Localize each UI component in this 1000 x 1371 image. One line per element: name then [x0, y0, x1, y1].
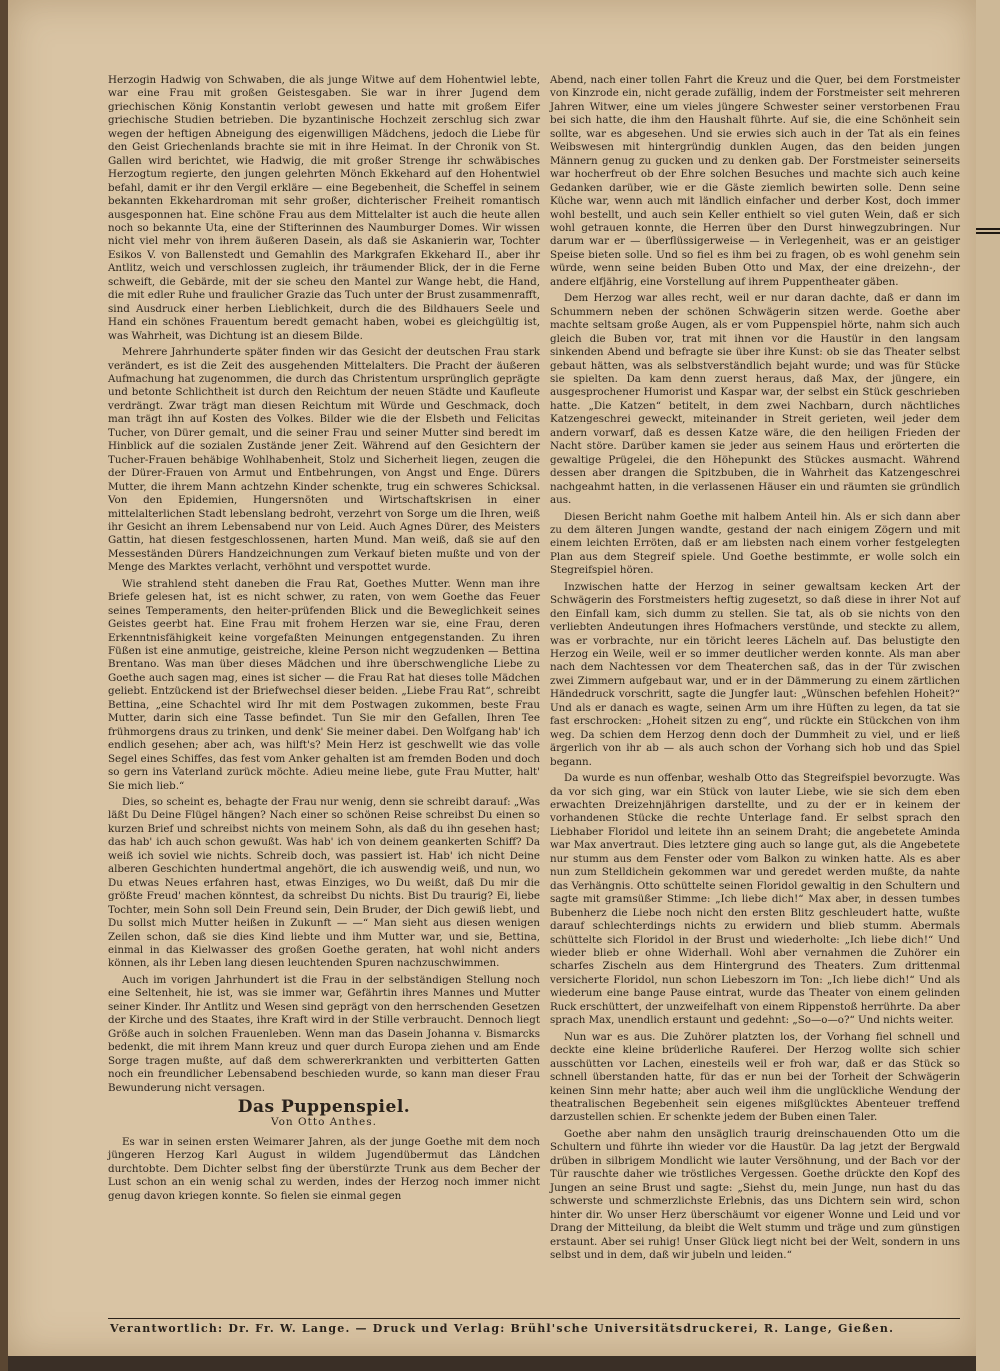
left-column [108, 74, 540, 1206]
story-title: Das Puppenspiel. [237, 1096, 411, 1117]
right-column [550, 74, 960, 1265]
adjacent-page-rule [976, 228, 1000, 230]
story-paragraph: Da wurde es nun offenbar, weshalb Otto das Stegreifspiel bevorzugte. Was da vor sich ging, war ein Stück von lauter Liebe, wie sie sich dem eben erwachten Dreizehnjährigen darstellte, und zu der er in keinem der vorhandenen Stücke die rechte Unterlage fand. Er selbst sprach den Liebhaber Floridol und leitete ihn an seinem Draht; die angebetete Aminda war Max anvertraut. Dies letztere ging auch so lange gut, als die Angebetete nur stumm aus dem Fenster oder vom Balkon zu winken hatte. Als es aber nun zum Stelldichein gekommen war und geredet werden mußte, da nahte das Verhängnis. Otto schüttelte seinen Floridol gewaltig in den Schultern und sagte mit gramsüßer Stimme: „Ich liebe dich!“ Max aber, in dessen tumbes Bubenherz die Liebe noch nicht den ersten Blitz geschleudert hatte, wußte darauf schlechterdings nichts zu erwidern und blieb stumm. Abermals schüttelte sich Floridol in der Brust und wiederholte: „Ich liebe dich!“ Und wieder blieb er ohne Widerhall. Wohl aber vernahmen die Zuhörer ein scharfes Zischeln aus dem Hintergrund des Theaters. Zum drittenmal versicherte Floridol, nun schon Liebeszorn im Ton: „Ich liebe dich!“ Und als wiederum eine bange Pause eintrat, wurde das Theater von einem gelinden Ruck erschüttert, der unzweifelhaft von einem Rippenstoß herrührte. Da aber sprach Max, unendlich erstaunt und gedehnt: „So—o—o?“ Und nichts weiter. [550, 772, 960, 1027]
adjacent-page-rule [976, 232, 1000, 234]
article-paragraph: Mehrere Jahrhunderte später finden wir das Gesicht der deutschen Frau stark verändert, es ist die Zeit des ausgehenden Mittelalters. Die Pracht der äußeren Aufmachung hat zugenommen, die durch das Christentum ursprünglich geprägte und betonte Schlichtheit ist durch den Reichtum der neuen Städte und Kaufleute verdrängt. Zwar trägt man diesen Reichtum mit Würde und Geschmack, doch man trägt ihn auf Kosten des Volkes. Bilder wie die der Elsbeth und Felicitas Tucher, von Dürer gemalt, und die seiner Frau und seiner Mutter sind beredt im Hinblick auf die sozialen Zustände jener Zeit. Während auf den Gesichtern der Tucher-Frauen behäbige Wohlhabenheit, Stolz und Sicherheit liegen, zeugen die der Dürer-Frauen von Armut und Entbehrungen, von Angst und Enge. Dürers Mutter, die ihrem Mann achtzehn Kinder schenkte, trug ein schweres Schicksal. Von den Epidemien, Hungersnöten und Wirtschaftskrisen in einer mittelalterlichen Stadt lebenslang bedroht, verzehrt von Sorge um die Ihren, weiß ihr Gesicht an ihrem Lebensabend nur von Leid. Auch Agnes Dürer, des Meisters Gattin, hat diesen festgeschlossenen, harten Mund. Man weiß, daß sie auf den Messeständen Dürers Handzeichnungen zum Verkauf bieten mußte und von der Menge des Marktes verlacht, verhöhnt und verspottet wurde. [108, 346, 540, 574]
book-spine [0, 0, 8, 1371]
article-paragraph: Dies, so scheint es, behagte der Frau nur wenig, denn sie schreibt darauf: „Was läßt Du Deine Flügel hängen? Nach einer so schönen Reise schreibst Du einen so kurzen Brief und schreibst nichts von meinem Sohn, als daß du ihn gesehen hast; das hab' ich auch schon gewußt. Was hab' ich von deinem geankerten Schiff? Da weiß ich soviel wie nichts. Schreib doch, was passiert ist. Hab' ich nicht Deine alberen Geschichten hundertmal angehört, die ich auswendig weiß, und nun, wo Du etwas Neues erfahren hast, etwas Einziges, wo Du weißt, daß Du mir die größte Freud' machen könntest, da schreibst Du nichts. Bist Du traurig? Ei, liebe Tochter, mein Sohn soll Dein Freund sein, Dein Bruder, der Dich gewiß liebt, und Du sollst mich Mutter heißen in Zukunft — —“ Man sieht aus diesen wenigen Zeilen schon, daß sie dies Kind liebte und ihm Mutter war, und sie, Bettina, einmal in das Kielwasser des großen Goethe geraten, hat wohl nicht anders können, als ihr Leben lang diesen leuchtenden Spuren nachzuschwimmen. [108, 796, 540, 970]
story-byline: Von Otto Anthes. [270, 1116, 377, 1129]
adjacent-page-edge [976, 0, 1000, 1371]
story-paragraph: Inzwischen hatte der Herzog in seiner gewaltsam kecken Art der Schwägerin des Forstmeisters heftig zugesetzt, so daß diese in ihrer Not auf den Einfall kam, sich dumm zu stellen. Sie tat, als ob sie nichts von den verliebten Andeutungen ihres Hofmachers verstünde, und steckte zu allem, was er vorbrachte, nur ein töricht leeres Lächeln auf. Das belustigte den Herzog ein Weile, weil er so immer deutlicher werden konnte. Als man aber nach dem Nachtessen vor dem Theaterchen saß, das in der Tür zwischen zwei Zimmern aufgebaut war, und er in der Dämmerung zu einem zärtlichen Händedruck vorschritt, sagte die Jungfer laut: „Wünschen befehlen Hoheit?“ Und als er danach es wagte, seinen Arm um ihre Hüften zu legen, da tat sie fast erschrocken: „Hoheit sitzen zu eng“, und rückte ein Stückchen von ihm weg. Da schien dem Herzog denn doch der Dummheit zu viel, und er ließ ärgerlich von ihr ab — als auch schon der Vorhang sich hob und das Spiel begann. [550, 580, 960, 768]
story-paragraph: Goethe aber nahm den unsäglich traurig dreinschauenden Otto um die Schultern und führte ihn wieder vor die Haustür. Da lag jetzt der Bergwald drüben in silbrigem Mondlicht wie lauter Versöhnung, und der Bach vor der Tür rauschte daher wie tröstliches Vergessen. Goethe drückte den Kopf des Jungen an seine Brust und sagte: „Siehst du, mein Junge, nun hast du das schwerste und schmerzlichste Erlebnis, das uns Dichtern sein wird, schon hinter dir. Wo unser Herz überschäumt vor eigener Wonne und Leid und vor Drang der Mitteilung, da bleibt die Welt stumm und träge und zum günstigen erstaunt. Aber sei ruhig! Unser Glück liegt nicht bei der Welt, sondern in uns selbst und in dem, daß wir jubeln und leiden.“ [550, 1127, 960, 1261]
footer-rule [108, 1318, 960, 1319]
story-paragraph: Es war in seinen ersten Weimarer Jahren, als der junge Goethe mit dem noch jüngeren Herzog Karl August in wildem Jugendübermut das Ländchen durchtobte. Dem Dichter selbst fing der überstürzte Trunk aus dem Becher der Lust schon an ein wenig schal zu werden, indes der Herzog noch immer nicht genug davon kriegen konnte. So fielen sie einmal gegen [108, 1135, 540, 1202]
article-paragraph: Auch im vorigen Jahrhundert ist die Frau in der selbständigen Stellung noch eine Seltenheit, hie ist, was sie immer war, Gefährtin ihres Mannes und Mutter seiner Kinder. Ihr Antlitz und Wesen sind geprägt von den herrschenden Gesetzen der Kirche und des Staates, ihre Kraft wird in der Stille verbraucht. Dennoch liegt Größe auch in solchen Frauenleben. Wenn man das Dasein Johanna v. Bismarcks bedenkt, die mit ihrem Mann kreuz und quer durch Europa ziehen und am Ende Sorge tragen mußte, auf daß dem schwererkrankten und verbitterten Gatten noch ein freundlicher Lebensabend beschieden wurde, so kann man dieser Frau Bewunderung nicht versagen. [108, 973, 540, 1094]
article-paragraph: Wie strahlend steht daneben die Frau Rat, Goethes Mutter. Wenn man ihre Briefe gelesen hat, ist es nicht schwer, zu raten, von wem Goethe das Feuer seines Temperaments, den heiter-prüfenden Blick und die Beweglichkeit seines Geistes geerbt hat. Eine Frau mit frohem Herzen war sie, eine Frau, deren Erkenntnisfähigkeit keine vorgefaßten Meinungen entgegenstanden. Zu ihren Füßen ist eine anmutige, geistreiche, kleine Person nicht wegzudenken — Bettina Brentano. Was man über dieses Mädchen und ihre überschwengliche Liebe zu Goethe auch sagen mag, eines ist sicher — die Frau Rat hat dieses tolle Mädchen geliebt. Entzückend ist der Briefwechsel dieser beiden. „Liebe Frau Rat“, schreibt Bettina, „eine Schachtel wird Ihr mit dem Postwagen zukommen, beste Frau Mutter, darin sich eine Tasse befindet. Tun Sie mir den Gefallen, Ihren Tee frühmorgens draus zu trinken, und denk' Sie meiner dabei. Den Wolfgang hab' ich endlich gesehen; aber ach, was hilft's? Mein Herz ist geschwellt wie das volle Segel eines Schiffes, das fest vom Anker gehalten ist am fremden Boden und doch so gern ins Vaterland zurück möchte. Adieu meine liebe, gute Frau Mutter, halt' Sie mich lieb.“ [108, 577, 540, 792]
story-paragraph: Abend, nach einer tollen Fahrt die Kreuz und die Quer, bei dem Forstmeister von Kinzrode ein, nicht gerade zufällig, indem der Forstmeister seit mehreren Jahren Witwer, eine um vieles jüngere Schwester seiner verstorbenen Frau bei sich hatte, die ihm den Haushalt führte. Auf sie, die eine Schönheit sein sollte, war es abgesehen. Und sie erwies sich auch in der Tat als ein feines Weibswesen mit hintergründig dunklen Augen, das den beiden jungen Männern genug zu gucken und zu denken gab. Der Forstmeister seinerseits war hocherfreut ob der Ehre solchen Besuches und machte sich auch keine Gedanken darüber, wie er die Gäste ziemlich bewirten solle. Denn seine Küche war, wenn auch mit ländlich einfacher und derber Kost, doch immer wohl bestellt, und auch sein Keller enthielt so viel guten Wein, daß er sich wohl getrauen konnte, die Herren über den Durst hinwegzubringen. Nur darum war er — überflüssigerweise — in Verlegenheit, was er an geistiger Speise bieten solle. Und so fiel es ihm bei zu fragen, ob es wohl genehm sein würde, wenn seine beiden Buben Otto und Max, der eine dreizehn-, der andere elfjährig, eine Vorstellung auf ihrem Puppentheater gäben. [550, 74, 960, 288]
story-paragraph: Diesen Bericht nahm Goethe mit halbem Anteil hin. Als er sich dann aber zu dem älteren Jungen wandte, gestand der nach einigem Zögern und mit einem leichten Erröten, daß er am liebsten nach einem vorher festgelegten Plan aus dem Stegreif spiele. Und Goethe bestimmte, er wolle solch ein Stegreifspiel hören. [550, 510, 960, 577]
article-paragraph: Herzogin Hadwig von Schwaben, die als junge Witwe auf dem Hohentwiel lebte, war eine Frau mit großen Geistesgaben. Sie war in ihrer Jugend dem griechischen König Konstantin verlobt gewesen und hatte mit großem Eifer griechische Studien betrieben. Die byzantinische Hochzeit zerschlug sich zwar wegen der heftigen Abneigung des eigenwilligen Mädchens, jedoch die Liebe für den Geist Griechenlands brachte sie mit in ihre Heimat. In der Chronik von St. Gallen wird berichtet, wie Hadwig, die mit großer Strenge ihr schwäbisches Herzogtum regierte, den jungen gelehrten Mönch Ekkehard auf den Hohentwiel befahl, damit er ihr den Vergil erkläre — eine Begebenheit, die Scheffel in seinem bekannten Ekkehardroman mit sehr großer, dichterischer Freiheit romantisch ausgesponnen hat. Eine schöne Frau aus dem Mittelalter ist auch die heute allen noch so bekannte Uta, eine der Stifterinnen des Naumburger Domes. Wir wissen nicht viel mehr von ihrem äußeren Dasein, als daß sie Askanierin war, Tochter Esikos V. von Ballenstedt und Gemahlin des Markgrafen Ekkehard II., aber ihr Antlitz, weich und verschlossen zugleich, ihr träumender Blick, der in die Ferne schweift, die Gebärde, mit der sie scheu den Mantel zur Wange hebt, die Hand, die mit edler Ruhe und fraulicher Grazie das Tuch unter der Brust zusammenrafft, sind Ausdruck einer herben Lieblichkeit, durch die des Bildhauers Seele und Hand ein schönes Frauentum beredt gemacht haben, wobei es gleichgültig ist, was Wahrheit, was Dichtung ist an diesem Bilde. [108, 74, 541, 342]
story-paragraph: Nun war es aus. Die Zuhörer platzten los, der Vorhang fiel schnell und deckte eine kleine brüderliche Rauferei. Der Herzog wollte sich schier ausschütten vor Lachen, einesteils weil er froh war, daß er das Stück so schnell überstanden hatte, für das er nun bei der Torheit der Schwägerin keinen Sinn mehr hatte; aber auch weil ihm die unglückliche Wendung der theatralischen Begebenheit sein eigenes mißglücktes Abenteuer treffend darzustellen schien. Er schenkte jedem der Buben einen Taler. [550, 1030, 960, 1124]
imprint-line: Verantwortlich: Dr. Fr. W. Lange. — Druck und Verlag: Brühl'sche Universitätsdruckerei, R. Lange, Gießen. [110, 1322, 895, 1335]
story-paragraph: Dem Herzog war alles recht, weil er nur daran dachte, daß er dann im Schummern neben der schönen Schwägerin sitzen werde. Goethe aber machte seltsam große Augen, als er vom Puppenspiel hörte, nahm sich auch gleich die Buben vor, trat mit ihnen vor die Haustür in den langsam sinkenden Abend und befragte sie über ihre Kunst: ob sie das Theater selbst gebaut hätten, was als selbstverständlich bejaht wurde; und was für Stücke sie spielten. Da kam denn zuerst heraus, daß Max, der jüngere, ein ausgesprochener Humorist und Kaspar war, der selbst ein Stück geschrieben hatte. „Die Katzen“ betitelt, in dem zwei Nachbarn, durch nächtliches Katzengeschrei geweckt, miteinander in Streit gerieten, weil jeder dem andern vorwarf, daß es dessen Katze wäre, die den heiligen Frieden der Nacht störe. Darüber kamen sie jeder aus seinem Haus und erörterten die gewaltige Prügelei, die den Höhepunkt des Stückes ausmacht. Während dessen aber drangen die Spitzbuben, die in Wahrheit das Katzengeschrei nachgeahmt hatten, in die verlassenen Häuser ein und räumten sie gründlich aus. [550, 292, 960, 507]
